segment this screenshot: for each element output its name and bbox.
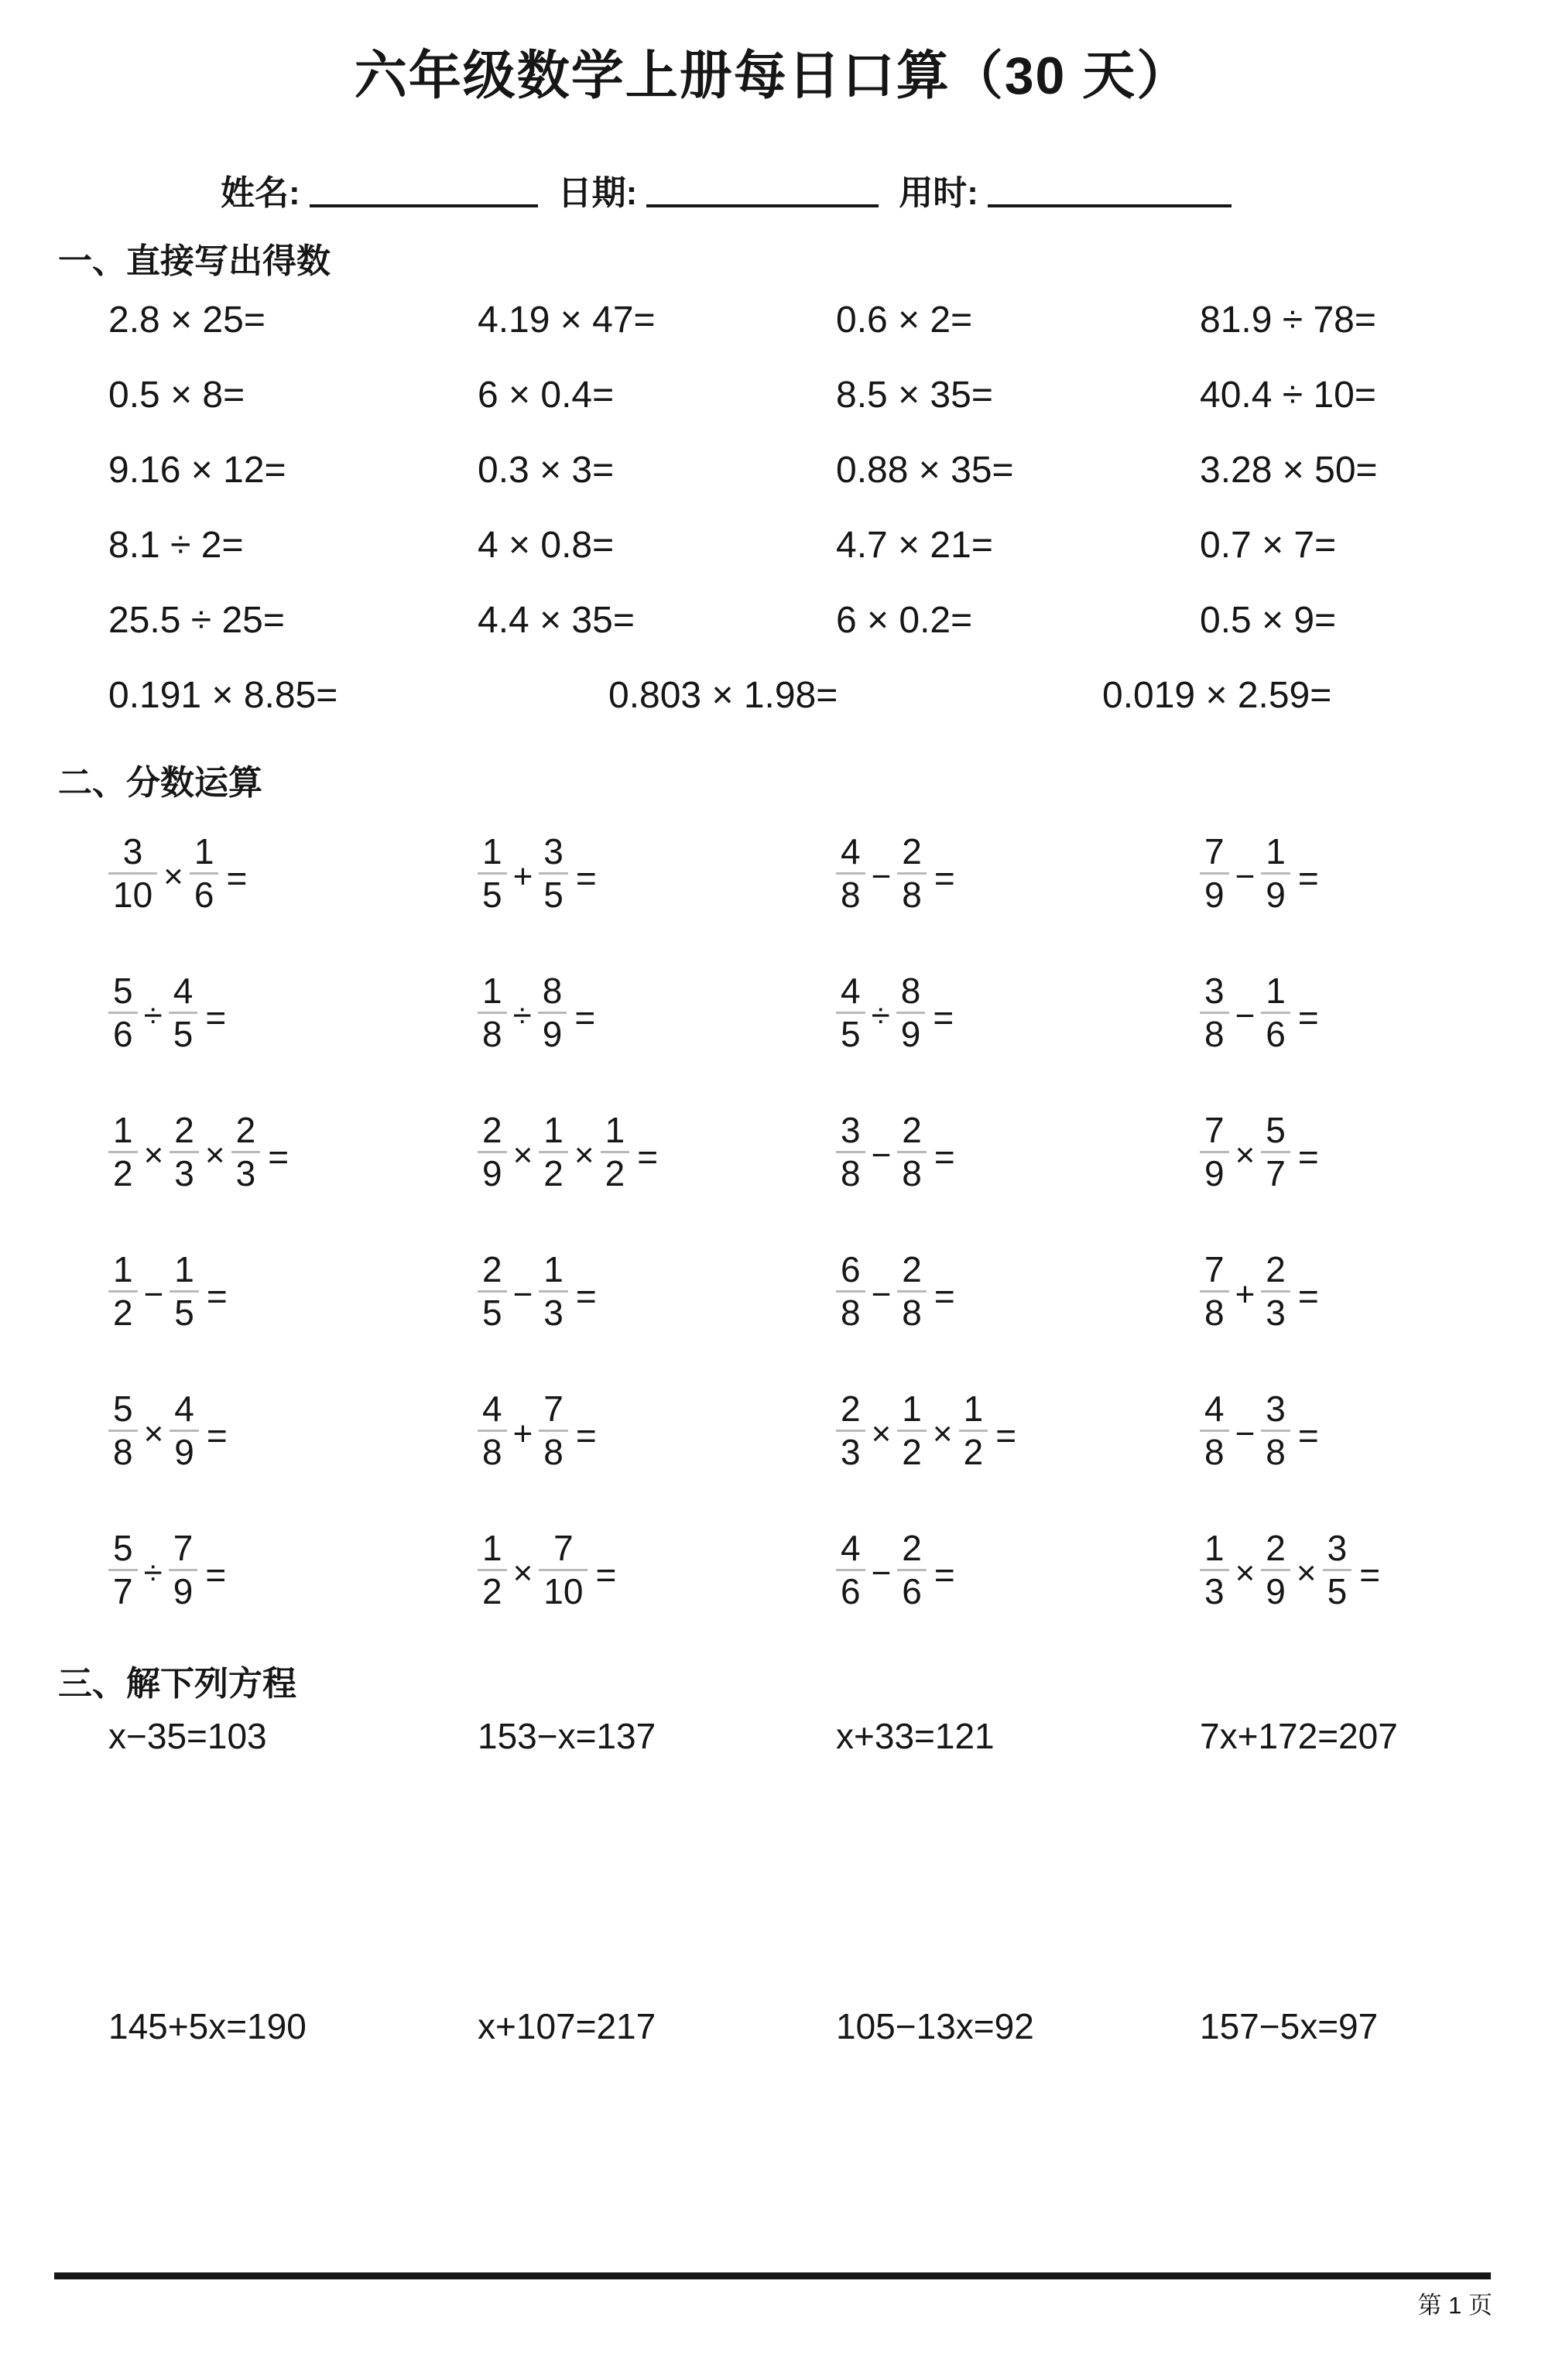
denominator: 9 [482,1152,502,1193]
denominator: 5 [841,1013,861,1054]
fraction [170,1388,199,1472]
fraction [478,1109,507,1193]
operator: − [871,1554,892,1592]
fraction [1323,1527,1352,1611]
equation-problem: x+107=217 [478,2006,656,2046]
fraction [1261,1527,1290,1611]
arithmetic-problem: 0.803 × 1.98= [608,675,838,716]
operator: × [1235,1136,1256,1174]
fraction [478,830,507,915]
denominator: 2 [113,1292,133,1333]
numerator: 3 [1266,1388,1286,1429]
arithmetic-problem: 4.4 × 35= [478,600,635,641]
operator: + [512,858,533,895]
denominator: 9 [542,1013,563,1054]
fraction [169,1527,198,1611]
numerator: 3 [1327,1527,1348,1568]
arithmetic-problem: 0.019 × 2.59= [1102,675,1332,716]
operator: × [1296,1554,1317,1592]
denominator: 5 [1327,1570,1348,1611]
section3-heading: 三、解下列方程 [58,1665,296,1703]
fraction [897,1109,927,1193]
operator: − [1235,997,1256,1035]
denominator: 9 [900,1013,921,1054]
denominator: 10 [113,874,153,915]
numerator: 4 [173,970,194,1011]
numerator: 1 [482,970,502,1011]
numerator: 5 [113,1527,133,1568]
fraction-problem [108,1388,228,1472]
fraction [231,1109,261,1193]
equals-sign: = [1297,1276,1319,1317]
equals-sign: = [637,1137,659,1177]
fraction [1200,1388,1229,1472]
fraction [1200,1109,1229,1193]
operator: × [574,1136,594,1174]
arithmetic-problem: 6 × 0.2= [836,600,973,641]
operator: − [143,1276,164,1313]
equals-sign: = [205,998,227,1038]
fraction-problem [836,970,954,1054]
denominator: 5 [543,874,564,915]
operator: × [871,1415,892,1453]
fraction [1261,1248,1290,1333]
denominator: 7 [1266,1152,1286,1193]
arithmetic-problem: 40.4 ÷ 10= [1200,375,1376,416]
numerator: 1 [1204,1527,1225,1568]
numerator: 2 [1266,1527,1286,1568]
fraction [1261,970,1290,1054]
equals-sign: = [1297,998,1319,1038]
denominator: 2 [963,1431,984,1472]
fraction [601,1109,630,1193]
numerator: 2 [482,1248,502,1289]
numerator: 4 [841,970,861,1011]
fraction [1261,1388,1290,1472]
equals-sign: = [934,1276,955,1317]
fraction [896,970,926,1054]
fraction [1261,1109,1290,1193]
fraction-problem [108,1109,289,1193]
numerator: 2 [902,1527,922,1568]
student-info-line [0,173,1545,214]
fraction-problem [108,1527,227,1611]
fraction-problem [836,1109,955,1193]
arithmetic-problem: 2.8 × 25= [108,300,265,341]
fraction [108,830,157,915]
numerator: 3 [1204,970,1225,1011]
denominator: 2 [543,1152,564,1193]
denominator: 5 [173,1013,194,1054]
fraction-problem [1200,1388,1319,1472]
denominator: 3 [841,1431,861,1472]
equation-problem: x+33=121 [836,1716,995,1756]
section2-heading: 二、分数运算 [58,764,262,802]
fraction [108,1527,138,1611]
fraction-problem [1200,830,1319,915]
fraction-problem [478,1248,597,1333]
denominator: 8 [902,1292,922,1333]
equals-sign: = [1297,1137,1319,1177]
operator: × [932,1415,953,1453]
equals-sign: = [574,998,596,1038]
numerator: 1 [482,830,502,872]
fraction-problem [478,1388,597,1472]
equals-sign: = [934,858,955,899]
fraction [836,1388,865,1472]
fraction-problem [1200,1527,1381,1611]
denominator: 9 [1266,1570,1286,1611]
fraction [1200,970,1229,1054]
fraction [108,970,138,1054]
equation-problem: x−35=103 [108,1716,267,1756]
numerator: 2 [902,830,922,872]
denominator: 3 [174,1152,194,1193]
numerator: 1 [113,1109,133,1150]
operator: × [204,1136,225,1174]
denominator: 3 [235,1152,256,1193]
page-title: 六年级数学上册每日口算（30 天） [354,46,1191,105]
operator: − [871,858,892,895]
numerator: 1 [194,830,214,872]
numerator: 6 [841,1248,861,1289]
fraction [897,1388,927,1472]
fraction [897,1248,927,1333]
denominator: 8 [482,1431,502,1472]
arithmetic-problem: 4 × 0.8= [478,525,615,566]
fraction [478,1248,507,1333]
section2-grid [108,803,1545,1639]
arithmetic-problem: 9.16 × 12= [108,450,286,491]
numerator: 5 [1266,1109,1286,1150]
fraction [108,1388,138,1472]
equals-sign: = [1297,1416,1319,1456]
section3-row2 [108,2007,1545,2053]
equals-sign: = [995,1416,1017,1456]
numerator: 7 [1204,830,1225,872]
equals-sign: = [1297,858,1319,899]
operator: + [512,1415,533,1453]
numerator: 4 [482,1388,502,1429]
numerator: 7 [1204,1248,1225,1289]
arithmetic-problem: 3.28 × 50= [1200,450,1378,491]
denominator: 6 [1266,1013,1286,1054]
numerator: 1 [1266,830,1286,872]
fraction [108,1248,138,1333]
denominator: 9 [1204,874,1225,915]
numerator: 5 [113,970,133,1011]
fraction-problem [836,1248,955,1333]
numerator: 1 [113,1248,133,1289]
equals-sign: = [933,998,954,1038]
fraction [170,1248,199,1333]
denominator: 2 [113,1152,133,1193]
denominator: 8 [113,1431,133,1472]
denominator: 3 [1204,1570,1225,1611]
denominator: 8 [543,1431,564,1472]
arithmetic-problem: 0.5 × 9= [1200,600,1337,641]
fraction [539,1527,588,1611]
numerator: 1 [174,1248,194,1289]
fraction [836,1109,865,1193]
numerator: 8 [900,970,921,1011]
fraction [1261,830,1290,915]
denominator: 6 [113,1013,133,1054]
date-label: 日期: [557,174,638,212]
fraction [539,1109,568,1193]
denominator: 3 [543,1292,564,1333]
denominator: 8 [841,1152,861,1193]
equals-sign: = [1359,1555,1381,1595]
arithmetic-problem: 81.9 ÷ 78= [1200,300,1376,341]
numerator: 7 [1204,1109,1225,1150]
date-blank-line [646,195,879,207]
fraction [539,1388,568,1472]
numerator: 1 [482,1527,502,1568]
numerator: 1 [605,1109,625,1150]
fraction-problem [1200,1109,1319,1193]
operator: − [512,1276,533,1313]
denominator: 8 [841,1292,861,1333]
equals-sign: = [205,1555,227,1595]
operator: ÷ [143,1554,163,1592]
denominator: 9 [1204,1152,1225,1193]
numerator: 2 [482,1109,502,1150]
denominator: 8 [902,1152,922,1193]
time-blank-line [988,195,1232,207]
numerator: 4 [841,830,861,872]
numerator: 4 [1204,1388,1225,1429]
fraction-problem [478,1527,617,1611]
name-blank-line [310,195,538,207]
fraction [897,830,927,915]
denominator: 8 [1204,1292,1225,1333]
fraction [538,970,567,1054]
denominator: 8 [1204,1431,1225,1472]
denominator: 7 [113,1570,133,1611]
denominator: 5 [174,1292,194,1333]
page-number: 第 1 页 [1417,2292,1492,2319]
denominator: 9 [173,1570,194,1611]
denominator: 8 [1204,1013,1225,1054]
numerator: 2 [174,1109,194,1150]
denominator: 9 [174,1431,194,1472]
denominator: 3 [1266,1292,1286,1333]
equals-sign: = [575,1416,597,1456]
denominator: 8 [482,1013,502,1054]
arithmetic-problem: 8.1 ÷ 2= [108,525,244,566]
operator: − [871,1276,892,1313]
equation-problem: 105−13x=92 [836,2006,1034,2046]
operator: ÷ [143,997,163,1035]
arithmetic-problem: 4.7 × 21= [836,525,993,566]
equals-sign: = [206,1416,228,1456]
fraction-problem [836,1527,955,1611]
fraction-problem [478,830,597,915]
operator: × [143,1136,164,1174]
numerator: 7 [173,1527,194,1568]
fraction-problem [836,830,955,915]
fraction [836,1248,865,1333]
numerator: 2 [841,1388,861,1429]
fraction [1200,1527,1229,1611]
fraction-problem [108,830,248,915]
numerator: 3 [122,830,143,872]
fraction-problem [108,970,227,1054]
denominator: 2 [482,1570,502,1611]
numerator: 1 [902,1388,922,1429]
operator: × [512,1554,533,1592]
denominator: 2 [902,1431,922,1472]
numerator: 3 [841,1109,861,1150]
numerator: 1 [963,1388,984,1429]
arithmetic-problem: 0.6 × 2= [836,300,973,341]
denominator: 6 [194,874,214,915]
arithmetic-problem: 4.19 × 47= [478,300,656,341]
operator: × [143,1415,164,1453]
fraction [478,970,507,1054]
fraction [836,1527,865,1611]
fraction [1200,830,1229,915]
equals-sign: = [226,858,248,899]
operator: − [871,1136,892,1174]
equals-sign: = [934,1137,955,1177]
numerator: 4 [841,1527,861,1568]
equals-sign: = [268,1137,289,1177]
arithmetic-problem: 25.5 ÷ 25= [108,600,285,641]
arithmetic-problem: 0.88 × 35= [836,450,1014,491]
operator: − [1235,858,1256,895]
denominator: 10 [543,1570,584,1611]
fraction-problem [108,1248,228,1333]
operator: × [512,1136,533,1174]
arithmetic-problem: 0.3 × 3= [478,450,615,491]
fraction [539,1248,568,1333]
section1-heading: 一、直接写出得数 [58,242,331,280]
numerator: 2 [235,1109,256,1150]
numerator: 7 [553,1527,574,1568]
numerator: 2 [902,1109,922,1150]
denominator: 8 [1266,1431,1286,1472]
fraction [170,1109,199,1193]
fraction [897,1527,927,1611]
fraction-problem [478,1109,659,1193]
equation-problem: 153−x=137 [478,1716,656,1756]
section1-last-row [108,674,1545,749]
footer-rule [54,2272,1491,2279]
fraction-problem [1200,970,1319,1054]
numerator: 1 [1266,970,1286,1011]
numerator: 1 [543,1109,564,1150]
arithmetic-problem: 0.191 × 8.85= [108,675,338,716]
arithmetic-problem: 6 × 0.4= [478,375,615,416]
time-label: 用时: [899,174,978,212]
equation-problem: 157−5x=97 [1200,2006,1379,2046]
fraction [169,970,198,1054]
denominator: 5 [482,874,502,915]
section1-grid [108,299,1545,674]
fraction-problem [1200,1248,1319,1333]
fraction [836,970,865,1054]
operator: ÷ [512,997,532,1035]
denominator: 6 [902,1570,922,1611]
fraction [539,830,568,915]
name-label: 姓名: [221,174,300,212]
fraction [190,830,219,915]
equals-sign: = [595,1555,617,1595]
equals-sign: = [934,1555,955,1595]
fraction [478,1527,507,1611]
equals-sign: = [575,858,597,899]
arithmetic-problem: 8.5 × 35= [836,375,993,416]
denominator: 8 [902,874,922,915]
numerator: 4 [174,1388,194,1429]
operator: × [163,858,183,895]
denominator: 2 [605,1152,625,1193]
numerator: 2 [902,1248,922,1289]
arithmetic-problem: 0.7 × 7= [1200,525,1337,566]
fraction-problem [478,970,596,1054]
operator: × [1235,1554,1256,1592]
operator: + [1235,1276,1256,1313]
equation-problem: 7x+172=207 [1200,1716,1398,1756]
equation-problem: 145+5x=190 [108,2006,307,2046]
numerator: 1 [543,1248,564,1289]
arithmetic-problem: 0.5 × 8= [108,375,245,416]
numerator: 2 [1266,1248,1286,1289]
fraction [1200,1248,1229,1333]
fraction [959,1388,988,1472]
numerator: 7 [543,1388,564,1429]
denominator: 5 [482,1292,502,1333]
operator: ÷ [871,997,890,1035]
section3-row1 [108,1717,1545,1763]
denominator: 9 [1266,874,1286,915]
equals-sign: = [575,1276,597,1317]
denominator: 6 [841,1570,861,1611]
equals-sign: = [206,1276,228,1317]
fraction [108,1109,138,1193]
numerator: 3 [543,830,564,872]
fraction [478,1388,507,1472]
denominator: 8 [841,874,861,915]
numerator: 5 [113,1388,133,1429]
fraction-problem [836,1388,1017,1472]
fraction [836,830,865,915]
numerator: 8 [542,970,563,1011]
operator: − [1235,1415,1256,1453]
